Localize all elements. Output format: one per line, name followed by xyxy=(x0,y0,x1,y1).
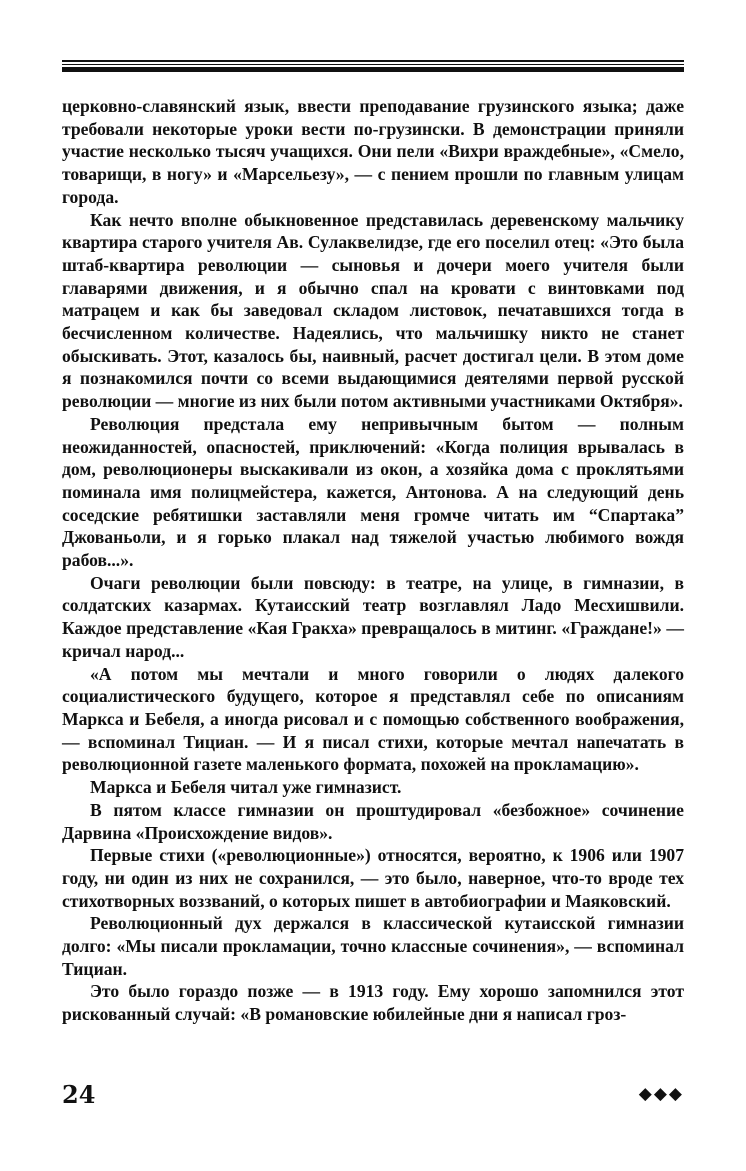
page-footer xyxy=(62,1080,684,1110)
paragraph: Революционный дух держался в классической кутаисской гимназии долго: «Мы писали прокламации, точно классные сочинения», — вспоминал Тициан. xyxy=(62,913,684,979)
paragraph: Революция предстала ему непривычным бытом — полным неожиданностей, опасностей, приключений: «Когда полиция врывалась в дом, революционеры выскакивали из окон, а хозяйка дома с проклятьями поминала имя полицмейстера, кажется, Антонова. А на следующий день соседские ребятишки заставляли меня громче читать им “Спартака” Джованьоли, и я горько плакал над тяжелой участью любимого вождя рабов...». xyxy=(62,413,684,571)
paragraph: церковно-славянский язык, ввести преподавание грузинского языка; даже требовали некоторые уроки вести по-грузински. В демонстрации приняли участие несколько тысяч учащихся. Они пели «Вихри враждебные», «Смело, товарищи, в ногу» и «Марсельезу», — с пением прошли по главным улицам города. xyxy=(62,96,684,207)
paragraph: «А потом мы мечтали и много говорили о людях далекого социалистического будущего, которое я представлял себе по описаниям Маркса и Бебеля, а иногда рисовал и с помощью собственного воображения, — вспоминал Тициан. — И я писал стихи, которые мечтал напечатать в революционной газете маленького формата, похожей на прокламацию». xyxy=(62,663,684,775)
paragraph: Маркса и Бебеля читал уже гимназист. xyxy=(90,777,402,798)
body-text xyxy=(62,95,684,1026)
header-rule xyxy=(62,60,684,74)
paragraph: Как нечто вполне обыкновенное представилась деревенскому мальчику квартира старого учителя Ав. Сулаквелидзе, где его поселил отец: «Это была штаб-квартира революции — сыновья и дочери моего учителя были главарями движения, и я обычно спал на кровати с винтовками под матрацем и как бы заведовал складом листовок, печатавшихся тогда в бесчисленном количестве. Надеялись, что мальчишку никто не станет обыскивать. Этот, казалось бы, наивный, расчет достигал цели. В этом доме я познакомился почти со всеми выдающимися деятелями первой русской революции — многие из них были потом активными участниками Октября». xyxy=(62,209,684,412)
paragraph: Это было гораздо позже — в 1913 году. Ему хорошо запомнился этот рискованный случай: «В романовские юбилейные дни я написал гроз- xyxy=(62,981,684,1025)
diamond-ornament-icon: ◆◆◆ xyxy=(638,1084,684,1104)
page-number: 24 xyxy=(62,1080,96,1109)
paragraph: В пятом классе гимназии он проштудировал «безбожное» сочинение Дарвина «Происхождение видов». xyxy=(62,799,684,843)
paragraph: Первые стихи («революционные») относятся, вероятно, к 1906 или 1907 году, ни один из них не сохранился, — это было, наверное, что-то вроде тех стихотворных воззваний, о которых пишет в автобиографии и Маяковский. xyxy=(62,845,684,911)
paragraph: Очаги революции были повсюду: в театре, на улице, в гимназии, в солдатских казармах. Кутаисский театр возглавлял Ладо Месхишвили. Каждое представление «Кая Гракха» превращалось в митинг. «Граждане!» — кричал народ... xyxy=(62,572,684,661)
